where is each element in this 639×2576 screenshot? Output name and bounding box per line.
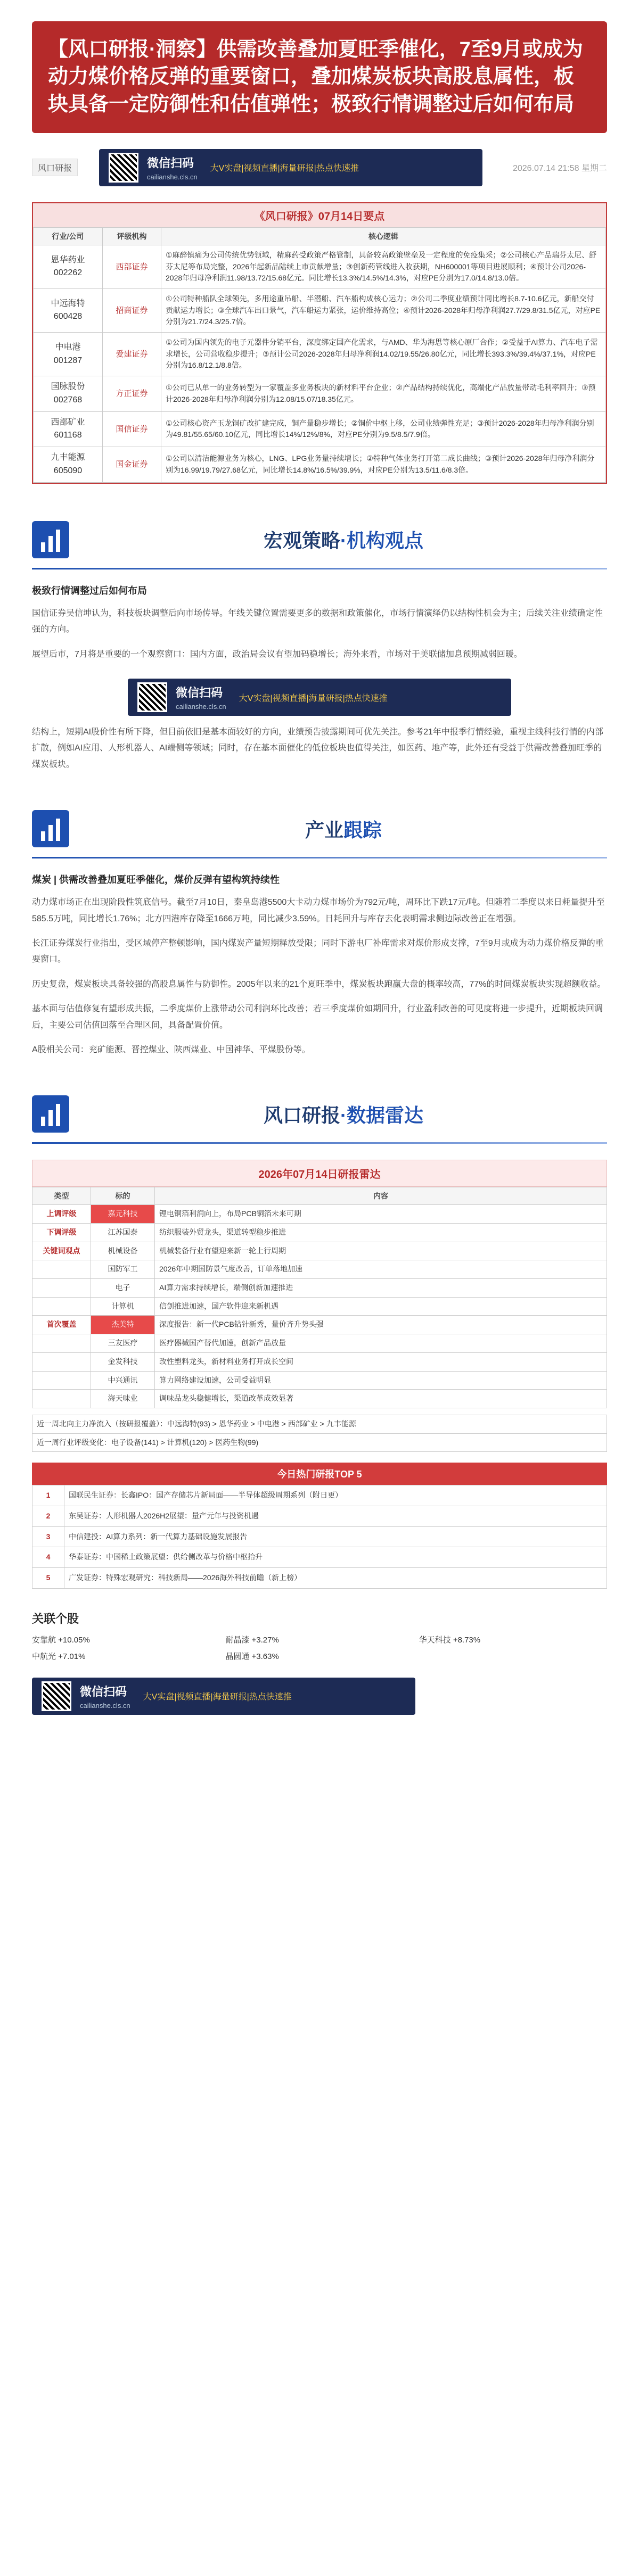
radar-content: 改性塑料龙头，新材料业务打开成长空间 [155,1352,607,1371]
related-stock[interactable] [419,1634,607,1645]
company-cell: 恩华药业 002262 [34,245,103,288]
radar-row [32,1297,607,1316]
macro-subheading: 极致行情调整过后如何布局 [32,585,147,596]
radar-target[interactable]: 嘉元科技 [91,1205,155,1224]
radar-type: 上调评级 [32,1205,91,1224]
section-divider [32,568,607,569]
logic-cell: ①公司以清洁能源业务为核心，LNG、LPG业务量持续增长；②特种气体业务打开第二成长曲线；③预计2026-2028年归母净利润分别为16.99/19.79/27.68亿元，同比增长14.8%/16.5%/39.9%，对应PE分别为13.5/11.6/8.3倍。 [161,447,606,483]
radar-target[interactable]: 金发科技 [91,1352,155,1371]
macro-paragraph-1: 国信证券吴信坤认为，科技板块调整后向市场传导。年线关键位置需要更多的数据和政策催化，市场行情演绎仍以结构性机会为主；后续关注业绩确定性强的方向。 [32,608,603,634]
hot-rank: 2 [32,1506,64,1526]
radar-target[interactable]: 中兴通讯 [91,1371,155,1390]
col-company: 行业/公司 [34,227,103,245]
org-cell: 西部证券 [103,245,161,288]
radar-content: 信创推进加速，国产软件迎来新机遇 [155,1297,607,1316]
promo-banner-row-bottom [32,1678,607,1715]
radar-table [32,1187,607,1408]
related-stocks-grid [32,1634,607,1662]
promo-banner-row [32,679,607,716]
qr-code-icon [109,153,138,183]
hot-report-row[interactable] [32,1547,607,1568]
industry-paragraph-2: 长江证券煤炭行业指出，受区域停产整顿影响，国内煤炭产量短期释放受限；同时下游电厂补库需求对煤价形成支撑，7至9月或成为动力煤价格反弹的重要窗口。 [32,938,604,964]
industry-paragraph-4: 基本面与估值修复有望形成共振，二季度煤价上涨带动公司利润环比改善；若三季度煤价如期回升，行业盈利改善的可见度将进一步提升，近期板块回调后，主要公司估值回落至合理区间，具备配置价值。 [32,1004,603,1030]
company-cell: 中电港 001287 [34,333,103,376]
flow-table [32,1415,607,1452]
qr-code-icon [42,1681,71,1711]
radar-row [32,1316,607,1334]
report-row [34,288,606,332]
promo-banner[interactable] [99,149,482,186]
logic-cell: ①公司核心资产玉龙铜矿改扩建完成，铜产量稳步增长；②铜价中枢上移，公司业绩弹性充足；③预计2026-2028年归母净利润分别为49.81/55.65/60.10亿元，同比增长14%/12%/8%，对应PE分别为9.5/8.5/7.9倍。 [161,411,606,447]
radar-content: 医疗器械国产替代加速，创新产品放量 [155,1334,607,1353]
company-cell: 国脉股份 002768 [34,376,103,412]
banner-title: 微信扫码 [80,1685,127,1698]
radar-target[interactable]: 杰美特 [91,1316,155,1334]
banner-title: 微信扫码 [147,156,194,170]
radar-content: 机械装备行业有望迎来新一轮上行周期 [155,1242,607,1260]
hot-reports [32,1463,607,1588]
radar-type [32,1260,91,1279]
col-content: 内容 [155,1187,607,1205]
hot-report-row[interactable] [32,1506,607,1526]
radar-row [32,1390,607,1408]
col-type: 类型 [32,1187,91,1205]
company-cell: 西部矿业 601168 [34,411,103,447]
org-cell: 招商证券 [103,288,161,332]
radar-target[interactable]: 机械设备 [91,1242,155,1260]
banner-slogan: 大V实盘|视频直播|海量研报|热点快速推 [239,693,388,703]
radar-content: 纺织服装外贸龙头，渠道转型稳步推进 [155,1224,607,1242]
radar-type: 关键词观点 [32,1242,91,1260]
related-stock[interactable] [32,1634,220,1645]
logic-cell: ①麻醉镇痛为公司传统优势领域，精麻药受政策严格管制，具备较高政策壁垒及一定程度的免疫集采；②公司核心产品瑞芬太尼、舒芬太尼等布局完整，2026年起新品陆续上市贡献增量；③创新药管线进入收获期，NH600001等项目进展顺利；④预计公司2026-2028年归母净利润11.98/13.72/15.68亿元。同比增长13.3%/14.5%/14.3%，对应PE分别为17.0/14.8/13.0倍。 [161,245,606,288]
publish-date: 2026.07.14 21:58 星期二 [512,164,607,174]
hot-text: 广发证券：特殊宏观研究：科技新局——2026海外科技前瞻（新上榜） [64,1568,607,1589]
hot-text: 国联民生证券：长鑫IPO：国产存储芯片新局面——半导体超级周期系列（附日更） [64,1485,607,1506]
radar-heading: 2026年07月14日研报雷达 [32,1160,607,1187]
bar-chart-icon [32,1095,69,1133]
radar-type [32,1352,91,1371]
qr-code-icon [137,682,167,712]
radar-target[interactable]: 国防军工 [91,1260,155,1279]
hot-text: 中信建投：AI算力系列：新一代算力基础设施发展报告 [64,1526,607,1547]
macro-paragraph-3: 结构上，短期AI股价性有所下降，但目前依旧是基本面较好的方向，业绩预告披露期间可优先关注。参考21年中报季行情经验，重视主线科技行情的内部扩散，例如AI应用、人形机器人、AI端侧等领域；同时，存在基本面催化的低位板块也值得关注，如医药、地产等，此外还有受益于供需改善叠加旺季的煤炭板块。 [32,728,603,769]
radar-type [32,1279,91,1298]
col-target: 标的 [91,1187,155,1205]
radar-content: 2026年中期国防景气度改善，订单落地加速 [155,1260,607,1279]
report-table [33,227,606,483]
logic-cell: ①公司为国内领先的电子元器件分销平台，深度绑定国产化需求，与AMD、华为海思等核心原厂合作；②受益于AI算力、汽车电子需求增长，公司营收稳步提升；③预计公司2026-2028年归母净利润14.02/19.55/26.80亿元，同比增长393.3%/39.4%/37.1%，对应PE分别为16.8/12.1/8.8倍。 [161,333,606,376]
radar-content: 调味品龙头稳健增长，渠道改革成效显著 [155,1390,607,1408]
radar-type: 下调评级 [32,1224,91,1242]
hot-rank: 4 [32,1547,64,1568]
article-meta [32,149,607,186]
report-row [34,376,606,412]
industry-paragraph-3: 历史复盘，煤炭板块具备较强的高股息属性与防御性。2005年以来的21个夏旺季中，煤炭板块跑赢大盘的概率较高，77%的时间煤炭板块实现超额收益。 [32,979,606,989]
hot-table [32,1485,607,1588]
radar-title: 风口研报·数据雷达 [263,1104,423,1126]
radar-row [32,1279,607,1298]
radar-section-header [32,1090,607,1138]
flow-row-1: 近一周北向主力净流入（按研报覆盖）：中远海特(93) > 恩华药业 > 中电港 > 西部矿业 > 九丰能源 [32,1415,607,1433]
radar-row [32,1224,607,1242]
radar-row [32,1242,607,1260]
radar-target[interactable]: 海天味业 [91,1390,155,1408]
stock-name: 耐晶漆 +3.27% [225,1635,279,1645]
radar-row [32,1334,607,1353]
org-cell: 国金证券 [103,447,161,483]
banner-slogan: 大V实盘|视频直播|海量研报|热点快速推 [143,1692,292,1702]
hot-rank: 3 [32,1526,64,1547]
report-row [34,411,606,447]
report-row [34,447,606,483]
hot-report-row[interactable] [32,1568,607,1589]
logic-cell: ①公司特种船队全球领先，多用途重吊船、半潜船、汽车船构成核心运力；②公司二季度业绩预计同比增长8.7-10.6亿元，新船交付贡献运力增长；③全球汽车出口景气，汽车船运力紧张，运价维持高位；④预计2026-2028年归母净利润27.7/29.8/31.5亿元，对应PE分别为21.7/24.3/25.7倍。 [161,288,606,332]
radar-type [32,1297,91,1316]
company-cell: 九丰能源 605090 [34,447,103,483]
promo-banner-3[interactable] [32,1678,415,1715]
radar-content: AI算力需求持续增长，端侧创新加速推进 [155,1279,607,1298]
page [0,21,639,1715]
radar-row [32,1371,607,1390]
radar-target[interactable]: 电子 [91,1279,155,1298]
related-stocks-title: 关联个股 [32,1612,79,1625]
macro-section-header [32,516,607,564]
radar-content: 算力网络建设加速，公司受益明显 [155,1371,607,1390]
radar-type [32,1334,91,1353]
hot-rank: 5 [32,1568,64,1589]
macro-title: 宏观策略·机构观点 [263,530,423,552]
industry-paragraph-5: A股相关公司：兖矿能源、晋控煤业、陕西煤业、中国神华、平煤股份等。 [32,1045,310,1054]
section-divider [32,857,607,858]
flow-row-2: 近一周行业评级变化：电子设备(141) > 计算机(120) > 医药生物(99) [32,1433,607,1452]
industry-subheading: 煤炭 | 供需改善叠加夏旺季催化，煤价反弹有望构筑持续性 [32,874,280,886]
category-tag[interactable]: 风口研报 [32,159,78,176]
banner-sub: cailianshe.cls.cn [147,172,198,181]
company-cell: 中远海特 600428 [34,288,103,332]
industry-title: 产业跟踪 [305,819,382,841]
related-stock[interactable] [225,1650,413,1662]
radar-content: 深度报告：新一代PCB钻针新秀，量价齐升势头强 [155,1316,607,1334]
radar-content: 锂电铜箔利润向上，布局PCB铜箔未来可期 [155,1205,607,1224]
report-row [34,333,606,376]
logic-cell: ①公司已从单一的业务转型为一家覆盖多业务板块的新材料平台企业；②产品结构持续优化，高端化产品放量带动毛利率回升；③预计2026-2028年归母净利润分别为12.08/15.07/18.35亿元。 [161,376,606,412]
col-org: 评级机构 [103,227,161,245]
radar-row [32,1205,607,1224]
report-table-box [32,202,607,484]
related-stocks [32,1610,607,1662]
stock-name: 中航光 +7.01% [32,1652,86,1661]
industry-section-header [32,805,607,853]
hot-text: 东吴证券：人形机器人2026H2展望：量产元年与投资机遇 [64,1506,607,1526]
article-title: 【风口研报·洞察】供需改善叠加夏旺季催化，7至9月或成为动力煤价格反弹的重要窗口，叠加煤炭板块高股息属性，板块具备一定防御性和估值弹性；极致行情调整过后如何布局 [32,21,607,133]
hot-report-row[interactable] [32,1526,607,1547]
radar-type [32,1390,91,1408]
org-cell: 国信证券 [103,411,161,447]
section-divider [32,1142,607,1144]
radar-type: 首次覆盖 [32,1316,91,1334]
col-logic: 核心逻辑 [161,227,606,245]
bar-chart-icon [32,810,69,847]
hot-reports-title: 今日热门研报TOP 5 [32,1463,607,1485]
macro-paragraph-2: 展望后市，7月将是重要的一个观察窗口：国内方面，政治局会议有望加码稳增长；海外来看，市场对于美联储加息预期减弱回暖。 [32,649,522,659]
stock-name: 华天科技 +8.73% [419,1635,481,1645]
org-cell: 方正证券 [103,376,161,412]
banner-sub: cailianshe.cls.cn [80,1701,130,1710]
related-stock[interactable] [32,1650,220,1662]
industry-paragraph-1: 动力煤市场正在出现阶段性筑底信号。截至7月10日，秦皇岛港5500大卡动力煤市场价为792元/吨，周环比下跌17元/吨。但随着二季度以来日耗量提升至585.5万吨，同比增长1.76%；北方四港库存降至1666万吨，同比减少3.59%。日耗回升与库存去化表明需求侧边际改善正在增强。 [32,898,605,923]
radar-row [32,1260,607,1279]
radar-target[interactable]: 江苏国泰 [91,1224,155,1242]
banner-slogan: 大V实盘|视频直播|海量研报|热点快速推 [210,164,359,174]
radar-target[interactable]: 计算机 [91,1297,155,1316]
bar-chart-icon [32,521,69,558]
promo-banner-2[interactable] [128,679,511,716]
radar-target[interactable]: 三友医疗 [91,1334,155,1353]
stock-name: 安靠航 +10.05% [32,1635,90,1645]
org-cell: 爱建证券 [103,333,161,376]
related-stock[interactable] [225,1634,413,1645]
radar-type [32,1371,91,1390]
report-heading: 《风口研报》07月14日要点 [33,203,606,227]
hot-rank: 1 [32,1485,64,1506]
radar-row [32,1352,607,1371]
hot-report-row[interactable] [32,1485,607,1506]
hot-text: 华泰证券：中国稀土政策展望：供给侧改革与价格中枢抬升 [64,1547,607,1568]
banner-sub: cailianshe.cls.cn [176,703,226,711]
report-row [34,245,606,288]
banner-title: 微信扫码 [176,686,223,700]
stock-name: 晶圆通 +3.63% [225,1652,279,1661]
